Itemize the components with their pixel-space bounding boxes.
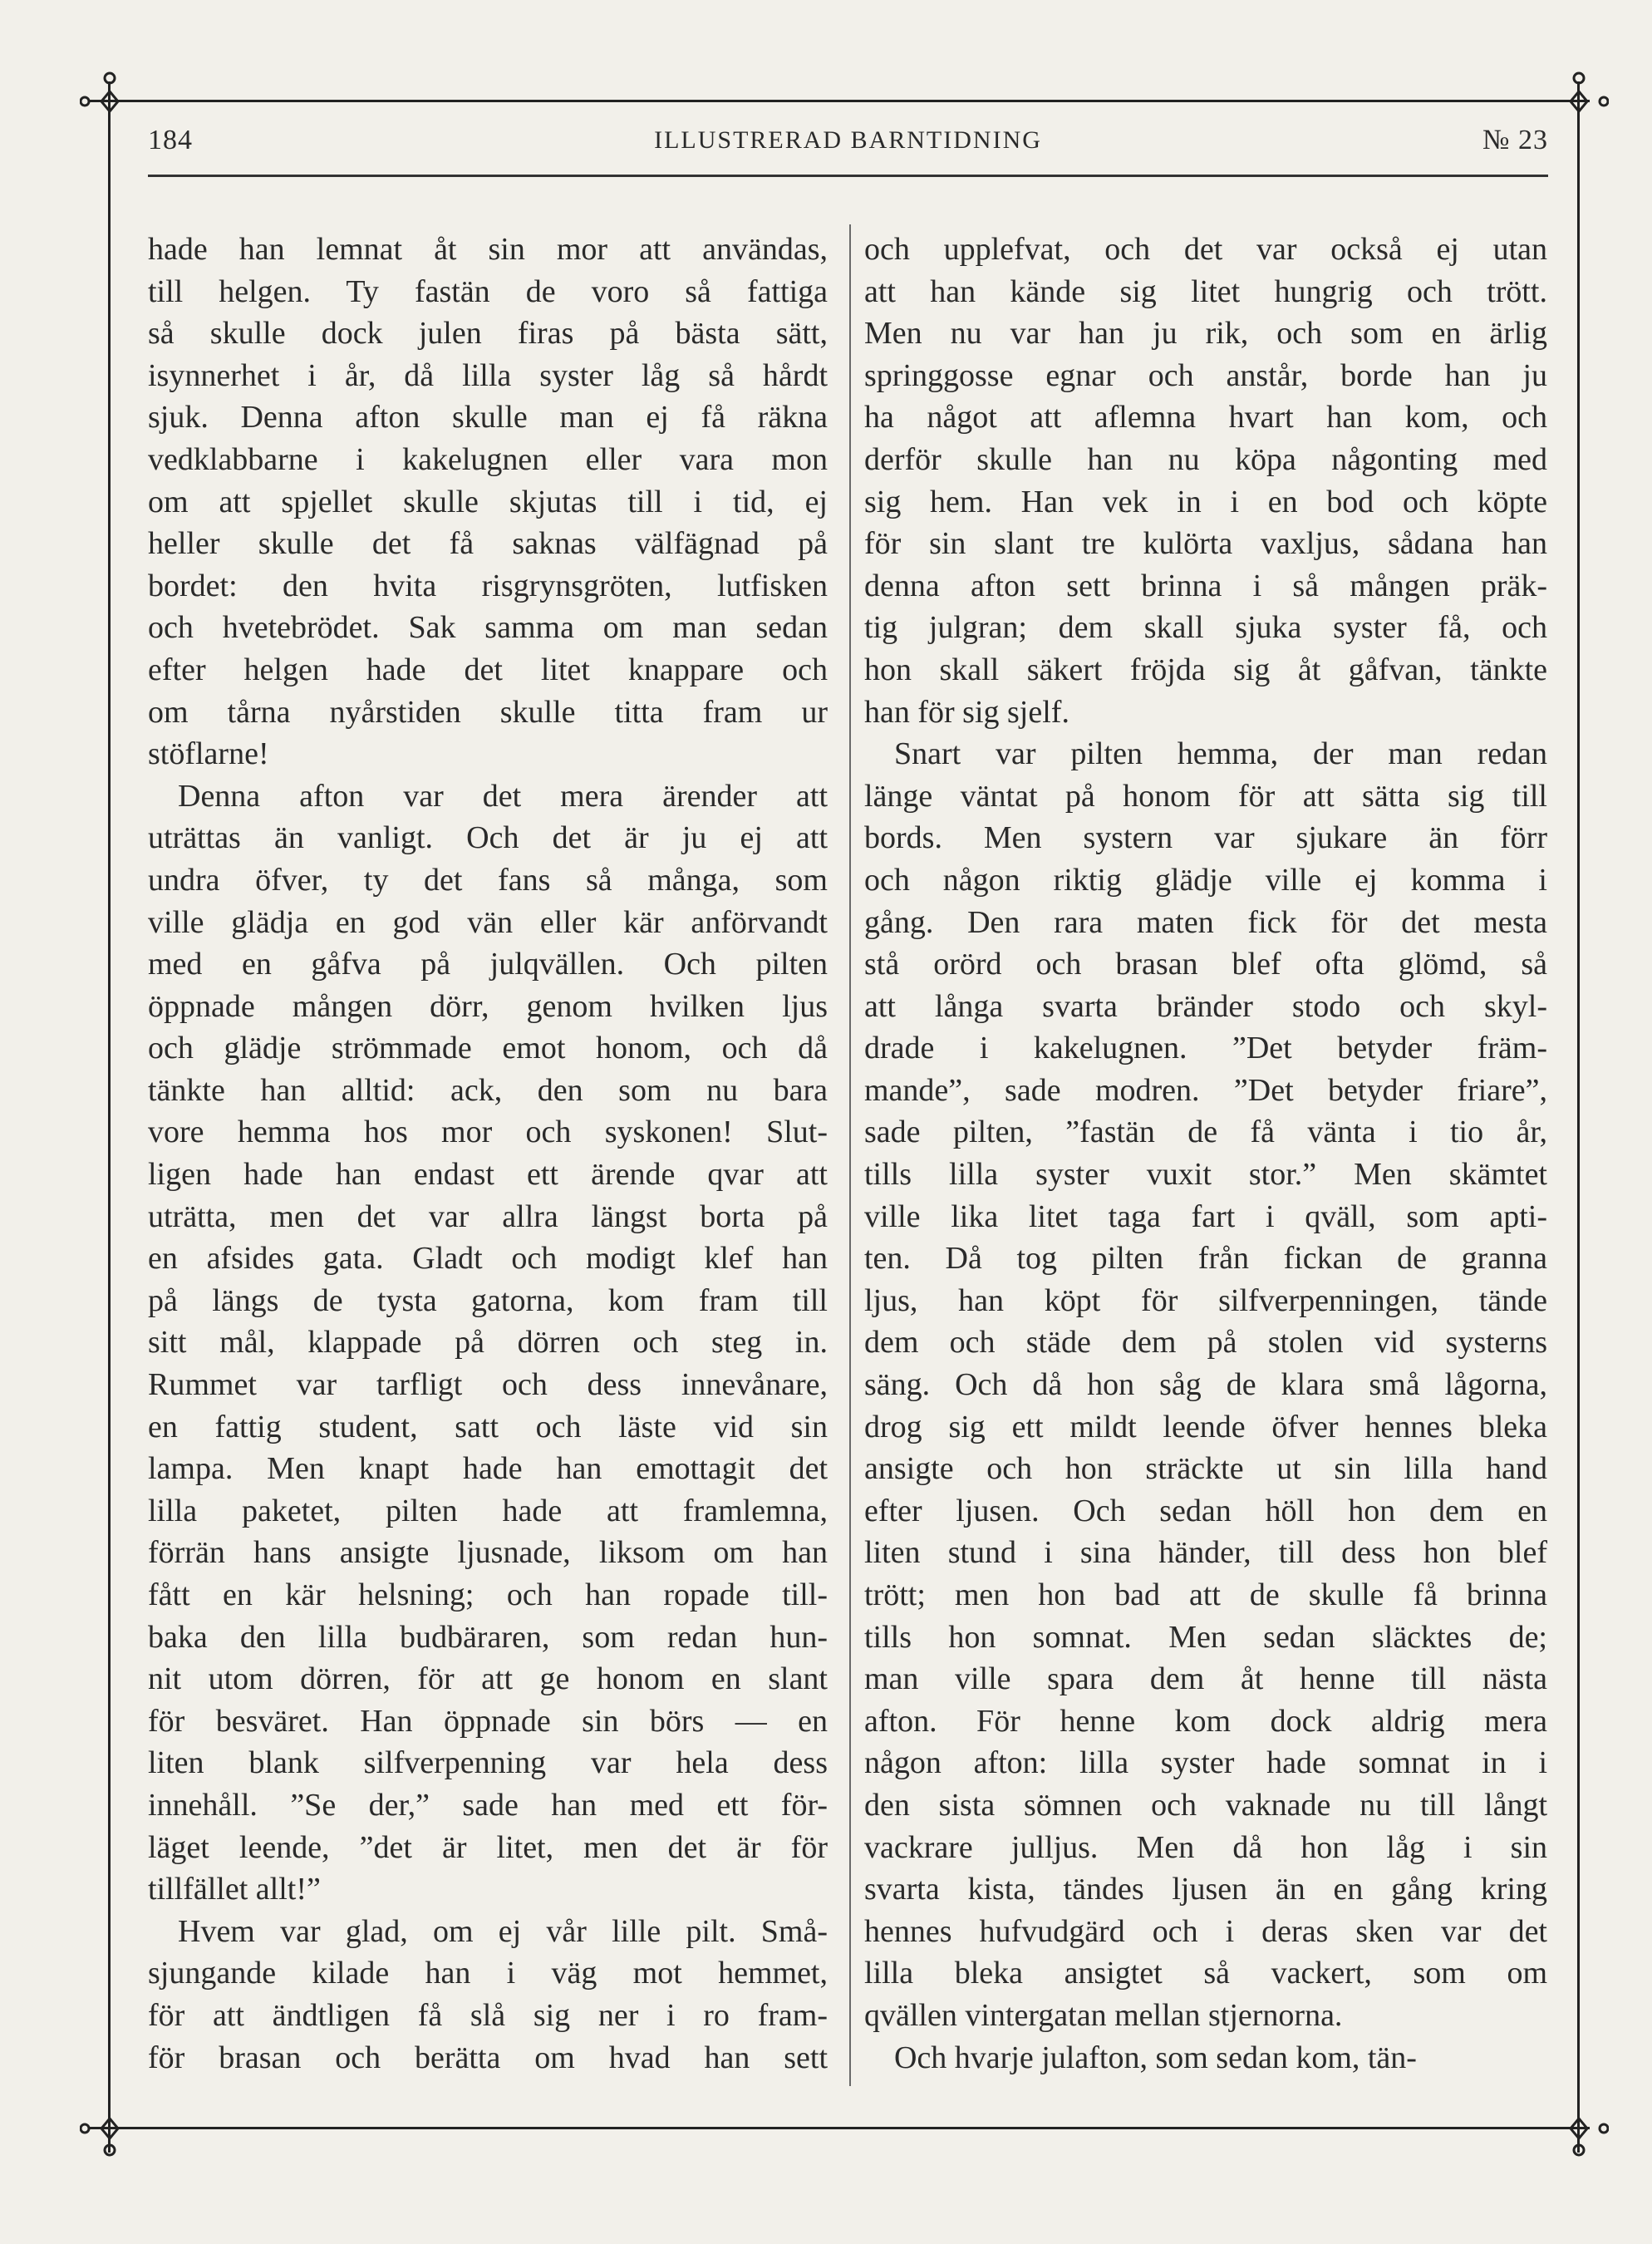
text-line: springgosse egnar och anstår, borde han ju [864, 357, 1547, 393]
text-line: säng. Och då hon såg de klara små lågorna, [864, 1367, 1547, 1403]
text-line: hade han lemnat åt sin mor att användas, [148, 232, 828, 267]
text-line: fått en kär helsning; och han ropade till- [148, 1577, 828, 1612]
frame-bottom-line [90, 2127, 1590, 2129]
text-line: bordet: den hvita risgrynsgröten, lutfisken [148, 568, 828, 603]
text-line: man ville spara dem åt henne till nästa [864, 1661, 1547, 1697]
text-line: heller skulle det få saknas välfägnad på [148, 526, 828, 562]
text-line: hennes hufvudgärd och i deras sken var det [864, 1913, 1547, 1949]
text-line: med en gåfva på julqvällen. Och pilten [148, 947, 828, 982]
frame-left-line [108, 81, 111, 2153]
text-line: lilla paketet, pilten hade att framlemna, [148, 1493, 828, 1528]
text-line: Hvem var glad, om ej vår lille pilt. Små- [178, 1913, 828, 1949]
text-line: länge väntat på honom för att sätta sig till [864, 778, 1547, 814]
text-line: för besväret. Han öppnade sin börs — en [148, 1703, 828, 1739]
text-line: och glädje strömmade emot honom, och då [148, 1031, 828, 1066]
text-line: ville glädja en god vän eller kär anförvandt [148, 904, 828, 940]
column-divider [849, 224, 851, 2086]
text-line: afton. För henne kom dock aldrig mera [864, 1703, 1547, 1739]
text-line: stöflarne! [148, 736, 269, 772]
corner-ornament-icon [80, 71, 138, 130]
text-line: att han kände sig litet hungrig och trött. [864, 273, 1547, 309]
text-line: denna afton sett brinna i så mången präk- [864, 568, 1547, 603]
text-line: tänkte han alltid: ack, den som nu bara [148, 1072, 828, 1108]
text-line: innehåll. ”Se der,” sade han med ett för- [148, 1787, 828, 1823]
text-line: någon afton: lilla syster hade somnat in i [864, 1745, 1547, 1781]
text-line: efter ljusen. Och sedan höll hon dem en [864, 1493, 1547, 1528]
text-line: på längs de tysta gatorna, kom fram till [148, 1282, 828, 1318]
text-line: Denna afton var det mera ärender att [178, 778, 828, 814]
text-line: en afsides gata. Gladt och modigt klef han [148, 1241, 828, 1277]
text-line: uträtta, men det var allra längst borta på [148, 1198, 828, 1234]
text-line: drade i kakelugnen. ”Det betyder främ- [864, 1031, 1547, 1066]
text-line: läget leende, ”det är litet, men det är för [148, 1829, 828, 1865]
text-line: Och hvarje julafton, som sedan kom, tän- [894, 2040, 1417, 2075]
journal-title: ILLUSTRERAD BARNTIDNING [654, 126, 1042, 154]
text-line: efter helgen hade det litet knappare och [148, 652, 828, 687]
corner-ornament-icon [1551, 71, 1609, 130]
text-line: för sin slant tre kulörta vaxljus, sådana han [864, 526, 1547, 562]
frame-top-line [90, 100, 1590, 102]
text-line: den sista sömnen och vaknade nu till långt [864, 1787, 1547, 1823]
text-line: sitt mål, klappade på dörren och steg in. [148, 1325, 828, 1361]
text-line: nit utom dörren, för att ge honom en slant [148, 1661, 828, 1697]
frame-right-line [1577, 81, 1580, 2153]
text-line: en fattig student, satt och läste vid sin [148, 1409, 828, 1444]
text-line: mande”, sade modren. ”Det betyder friare”, [864, 1072, 1547, 1108]
text-line: så skulle dock julen firas på bästa sätt, [148, 316, 828, 352]
text-line: trött; men hon bad att de skulle få brinna [864, 1577, 1547, 1612]
text-line: stå orörd och brasan blef ofta glömd, så [864, 947, 1547, 982]
running-header [148, 125, 1548, 166]
text-line: för brasan och berätta om hvad han sett [148, 2040, 828, 2075]
text-line: att långa svarta bränder stodo och skyl- [864, 988, 1547, 1024]
text-line: sig hem. Han vek in i en bod och köpte [864, 484, 1547, 519]
issue-number: № 23 [1482, 125, 1548, 155]
text-line: vore hemma hos mor och syskonen! Slut- [148, 1115, 828, 1150]
text-line: till helgen. Ty fastän de voro så fattiga [148, 273, 828, 309]
text-line: liten blank silfverpenning var hela dess [148, 1745, 828, 1781]
text-line: drog sig ett mildt leende öfver hennes bleka [864, 1409, 1547, 1444]
text-line: ligen hade han endast ett ärende qvar att [148, 1157, 828, 1193]
text-line: tills lilla syster vuxit stor.” Men skämtet [864, 1157, 1547, 1193]
text-line: sade pilten, ”fastän de få vänta i tio år, [864, 1115, 1547, 1150]
text-line: lampa. Men knapt hade han emottagit det [148, 1451, 828, 1487]
corner-ornament-icon [1551, 2099, 1609, 2157]
text-line: vedklabbarne i kakelugnen eller vara mon [148, 441, 828, 477]
page-number: 184 [148, 125, 193, 155]
text-line: vackrare julljus. Men då hon låg i sin [864, 1829, 1547, 1865]
text-line: och hvetebrödet. Sak samma om man sedan [148, 610, 828, 646]
text-line: isynnerhet i år, då lilla syster låg så hårdt [148, 357, 828, 393]
text-line: förrän hans ansigte ljusnade, liksom om han [148, 1535, 828, 1571]
text-line: ljus, han köpt för silfverpenningen, tände [864, 1282, 1547, 1318]
text-line: han för sig sjelf. [864, 694, 1069, 730]
text-line: Men nu var han ju rik, och som en ärlig [864, 316, 1547, 352]
text-line: tills hon somnat. Men sedan släcktes de; [864, 1619, 1547, 1655]
text-line: tig julgran; dem skall sjuka syster få, och [864, 610, 1547, 646]
text-line: qvällen vintergatan mellan stjernorna. [864, 1997, 1343, 2033]
text-line: gång. Den rara maten fick för det mesta [864, 904, 1547, 940]
text-line: Rummet var tarfligt och dess innevånare, [148, 1367, 828, 1403]
right-text-column [864, 229, 1547, 2079]
text-line: sjungande kilade han i väg mot hemmet, [148, 1956, 828, 1991]
text-line: liten stund i sina händer, till dess hon blef [864, 1535, 1547, 1571]
text-line: ansigte och hon sträckte ut sin lilla hand [864, 1451, 1547, 1487]
text-line: Snart var pilten hemma, der man redan [894, 736, 1547, 772]
text-line: ten. Då tog pilten från fickan de granna [864, 1241, 1547, 1277]
corner-ornament-icon [80, 2099, 138, 2157]
text-line: ha något att aflemna hvart han kom, och [864, 400, 1547, 436]
text-line: och upplefvat, och det var också ej utan [864, 232, 1547, 267]
text-line: uträttas än vanligt. Och det är ju ej att [148, 820, 828, 856]
text-line: tillfället allt!” [148, 1872, 321, 1907]
text-line: och någon riktig glädje ville ej komma i [864, 862, 1547, 898]
text-line: hon skall säkert fröjda sig åt gåfvan, tänkte [864, 652, 1547, 687]
text-line: svarta kista, tändes ljusen än en gång kring [864, 1872, 1547, 1907]
text-line: baka den lilla budbäraren, som redan hun- [148, 1619, 828, 1655]
text-line: undra öfver, ty det fans så många, som [148, 862, 828, 898]
text-line: dem och städe dem på stolen vid systerns [864, 1325, 1547, 1361]
left-text-column [148, 229, 828, 2079]
text-line: ville lika litet taga fart i qväll, som apti- [864, 1198, 1547, 1234]
text-line: öppnade mången dörr, genom hvilken ljus [148, 988, 828, 1024]
header-rule [148, 175, 1548, 177]
text-line: derför skulle han nu köpa någonting med [864, 441, 1547, 477]
text-line: om att spjellet skulle skjutas till i tid, ej [148, 484, 828, 519]
text-line: sjuk. Denna afton skulle man ej få räkna [148, 400, 828, 436]
text-line: bords. Men systern var sjukare än förr [864, 820, 1547, 856]
text-line: lilla bleka ansigtet så vackert, som om [864, 1956, 1547, 1991]
text-line: för att ändtligen få slå sig ner i ro fram- [148, 1997, 828, 2033]
text-line: om tårna nyårstiden skulle titta fram ur [148, 694, 828, 730]
